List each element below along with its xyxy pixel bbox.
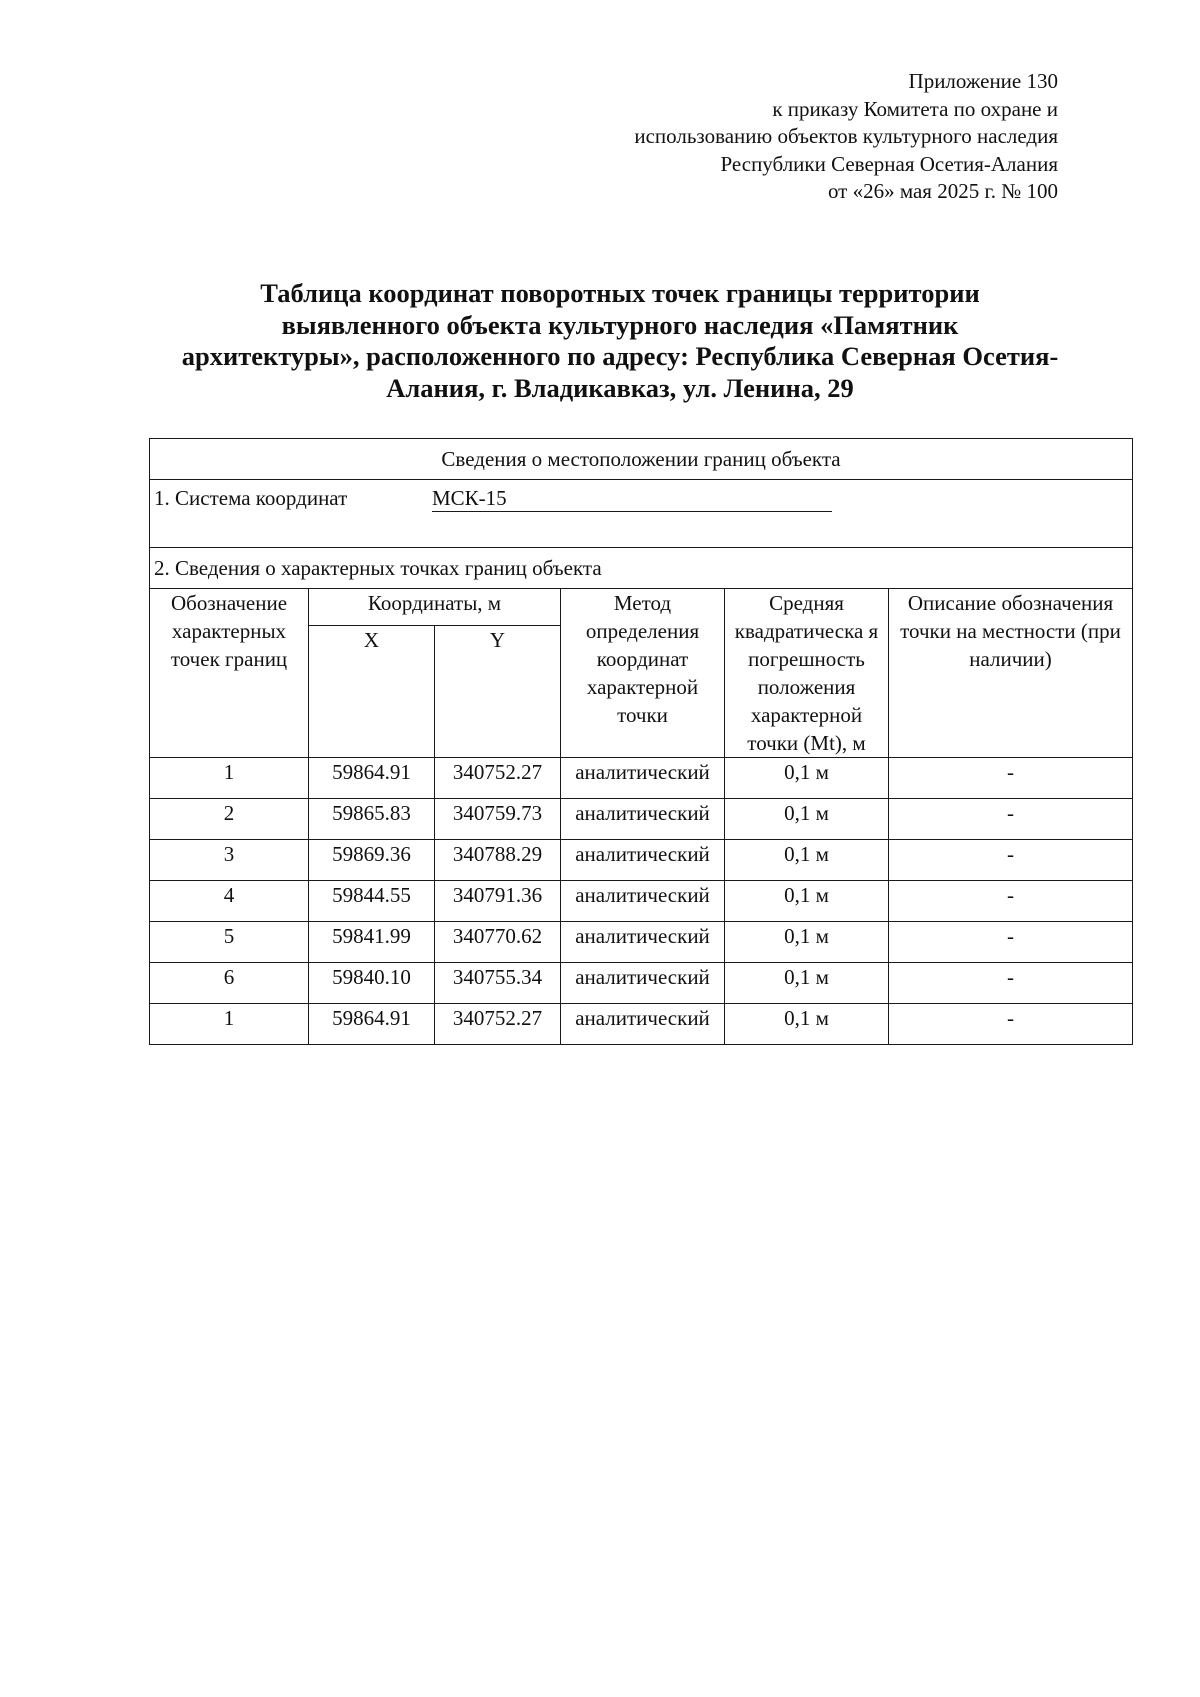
- header-method: Метод определения координат характерной точки: [561, 589, 725, 758]
- header-error: Средняя квадратическа я погрешность положения характерной точки (Mt), м: [725, 589, 889, 758]
- table-row: [150, 840, 1133, 881]
- appendix-date-line: от «26» мая 2025 г. № 100: [827, 179, 1058, 203]
- point-number-cell: 1: [150, 758, 309, 799]
- error-cell: 0,1 м: [725, 799, 889, 840]
- point-number-cell: 4: [150, 881, 309, 922]
- description-cell: -: [889, 881, 1133, 922]
- y-coordinate-cell: 340788.29: [435, 840, 561, 881]
- section-title: Сведения о местоположении границ объекта: [150, 439, 1133, 480]
- description-cell: -: [889, 799, 1133, 840]
- table-row: [150, 963, 1133, 1004]
- point-number-cell: 3: [150, 840, 309, 881]
- error-cell: 0,1 м: [725, 1004, 889, 1045]
- header-coordinates: Координаты, м: [309, 589, 561, 626]
- x-coordinate-cell: 59844.55: [309, 881, 435, 922]
- header-description: Описание обозначения точки на местности (при наличии): [889, 589, 1133, 758]
- method-cell: аналитический: [561, 1004, 725, 1045]
- error-cell: 0,1 м: [725, 922, 889, 963]
- y-coordinate-cell: 340755.34: [435, 963, 561, 1004]
- point-number-cell: 1: [150, 1004, 309, 1045]
- table-row: [150, 799, 1133, 840]
- description-cell: -: [889, 1004, 1133, 1045]
- method-cell: аналитический: [561, 799, 725, 840]
- error-cell: 0,1 м: [725, 840, 889, 881]
- table-row: [150, 1004, 1133, 1045]
- title-line-1: Таблица координат поворотных точек границы территории: [260, 278, 980, 308]
- description-cell: -: [889, 840, 1133, 881]
- table-row: [150, 922, 1133, 963]
- coordinate-system-label: 1. Система координат: [154, 486, 348, 510]
- document-title: [150, 278, 1090, 404]
- x-coordinate-cell: 59864.91: [309, 1004, 435, 1045]
- title-line-3: архитектуры», расположенного по адресу: Республика Северная Осетия-: [181, 341, 1059, 371]
- point-number-cell: 5: [150, 922, 309, 963]
- header-x: X: [309, 626, 435, 758]
- error-cell: 0,1 м: [725, 881, 889, 922]
- x-coordinate-cell: 59869.36: [309, 840, 435, 881]
- point-number-cell: 2: [150, 799, 309, 840]
- x-coordinate-cell: 59865.83: [309, 799, 435, 840]
- appendix-header: [634, 68, 1058, 206]
- description-cell: -: [889, 922, 1133, 963]
- coordinate-system-row: [150, 480, 1133, 548]
- coordinates-table: [149, 438, 1133, 1045]
- method-cell: аналитический: [561, 922, 725, 963]
- table-row: [150, 881, 1133, 922]
- table-row: [150, 758, 1133, 799]
- appendix-order-line: к приказу Комитета по охране и: [772, 96, 1058, 121]
- appendix-republic-line: Республики Северная Осетия-Алания: [720, 151, 1058, 176]
- method-cell: аналитический: [561, 840, 725, 881]
- y-coordinate-cell: 340791.36: [435, 881, 561, 922]
- title-line-4: Алания, г. Владикавказ, ул. Ленина, 29: [386, 372, 854, 403]
- header-designation: Обозначение характерных точек границ: [150, 589, 309, 758]
- appendix-number: Приложение 130: [908, 69, 1058, 93]
- description-cell: -: [889, 758, 1133, 799]
- table-body: [150, 758, 1133, 1045]
- x-coordinate-cell: 59864.91: [309, 758, 435, 799]
- error-cell: 0,1 м: [725, 963, 889, 1004]
- method-cell: аналитический: [561, 758, 725, 799]
- method-cell: аналитический: [561, 881, 725, 922]
- y-coordinate-cell: 340770.62: [435, 922, 561, 963]
- point-number-cell: 6: [150, 963, 309, 1004]
- y-coordinate-cell: 340759.73: [435, 799, 561, 840]
- y-coordinate-cell: 340752.27: [435, 758, 561, 799]
- header-y: Y: [435, 626, 561, 758]
- error-cell: 0,1 м: [725, 758, 889, 799]
- x-coordinate-cell: 59840.10: [309, 963, 435, 1004]
- coordinate-system-value: МСК-15: [432, 485, 832, 512]
- x-coordinate-cell: 59841.99: [309, 922, 435, 963]
- method-cell: аналитический: [561, 963, 725, 1004]
- y-coordinate-cell: 340752.27: [435, 1004, 561, 1045]
- description-cell: -: [889, 963, 1133, 1004]
- points-section-title: 2. Сведения о характерных точках границ объекта: [150, 548, 1133, 589]
- appendix-committee-line: использованию объектов культурного наследия: [634, 124, 1058, 148]
- title-line-2: выявленного объекта культурного наследия «Памятник: [281, 309, 959, 340]
